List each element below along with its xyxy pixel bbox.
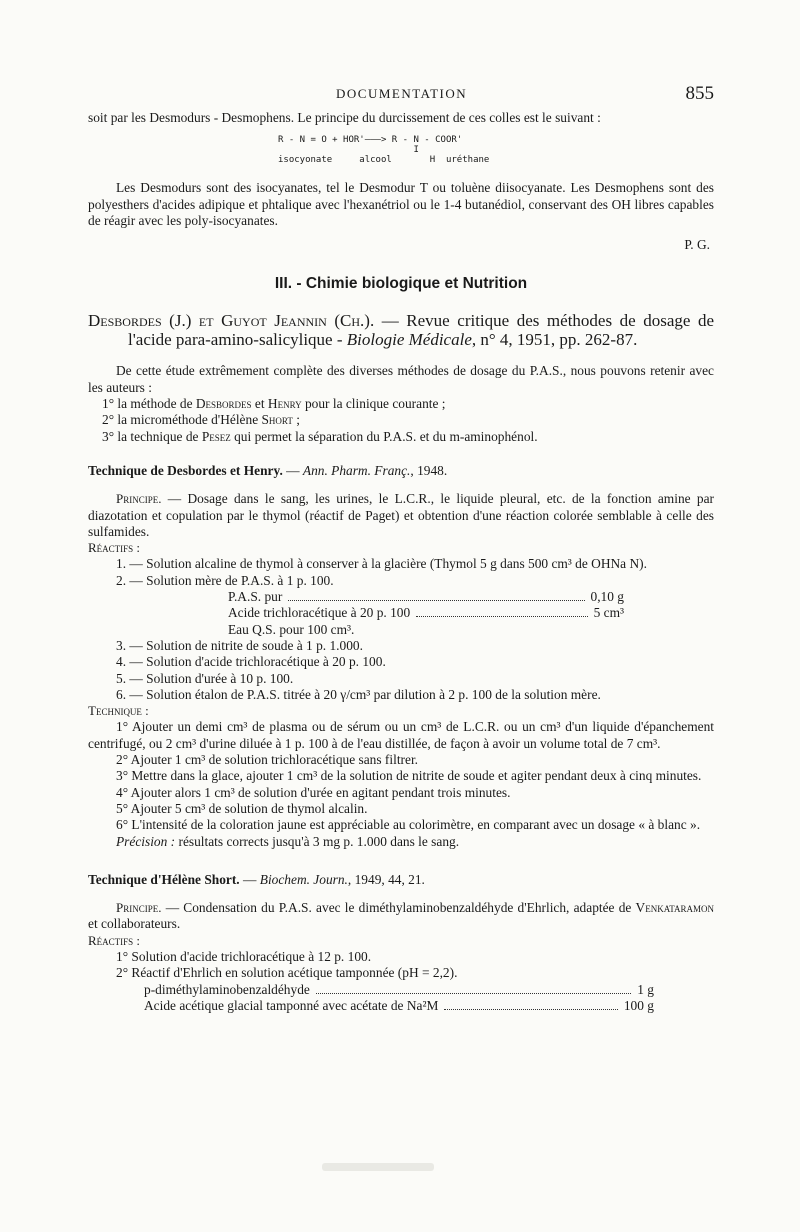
page-header <box>88 84 714 110</box>
step-item: 5° Ajouter 5 cm³ de solution de thymol alcalin. <box>116 800 368 816</box>
page-number: 855 <box>685 83 714 104</box>
document-page <box>88 84 714 1014</box>
intro-line: soit par les Desmodurs - Desmophens. Le principe du durcissement de ces colles est le suivant : <box>88 110 601 125</box>
technique-1-principe: Principe. — Dosage dans le sang, les urines, le L.C.R., le liquide pleural, etc. de la fonction amine par diazotation et copulation par le thymol (réactif de Paget) et obtention d'une réaction colorée semblable à celle des sulfamides. <box>88 491 714 539</box>
technique-2-reagents <box>88 949 714 1014</box>
technique-1-reactifs-label: Réactifs : <box>88 540 141 556</box>
step-item: 3° Mettre dans la glace, ajouter 1 cm³ de la solution de nitrite de soude et agiter pendant deux à cinq minutes. <box>116 768 702 784</box>
reference-details: , n° 4, 1951, pp. 262-87. <box>471 330 638 350</box>
technique-2-reactifs-label: Réactifs : <box>88 932 141 948</box>
step-item: 1° Ajouter un demi cm³ de plasma ou de sérum ou un cm³ de L.C.R. ou un cm³ d'un liquide d'épanchement centrifugé, ou 2 cm³ d'urine diluée à 1 p. 100 à de l'eau distillée, de façon à avoir un volume total de 7 cm³. <box>88 719 714 751</box>
method-item: 1° la méthode de Desbordes et Henry pour la clinique courante ; <box>102 396 446 412</box>
reagent-component: p-diméthylaminobenzaldéhyde 1 g <box>144 981 654 997</box>
technique-1-steps <box>88 719 714 849</box>
formula-labels: isocyonate alcool H uréthane <box>278 155 490 166</box>
reagent-item: 2. — Solution mère de P.A.S. à 1 p. 100. <box>116 572 334 588</box>
bleed-through-smudge <box>322 1163 434 1171</box>
reference-authors: Desbordes (J.) et Guyot Jeannin (Ch.). <box>88 311 375 331</box>
methods-list <box>88 396 714 445</box>
technique-1-technique-label: Technique : <box>88 703 149 719</box>
section-heading: III. - Chimie biologique et Nutrition <box>274 275 528 293</box>
reagent-item: 1° Solution d'acide trichloracétique à 12 p. 100. <box>116 948 372 964</box>
method-item: 2° la microméthode d'Hélène Short ; <box>102 412 300 428</box>
reagent-component: Acide acétique glacial tamponné avec acétate de Na²M 100 g <box>144 997 654 1013</box>
method-item: 3° la technique de Pesez qui permet la séparation du P.A.S. et du m-aminophénol. <box>102 428 538 444</box>
technique-2-heading: Technique d'Hélène Short. — Biochem. Journ., 1949, 44, 21. <box>88 871 425 887</box>
reference-journal: Biologie Médicale <box>346 330 472 350</box>
technique-1-reagents <box>88 556 714 703</box>
formula-equation: R - N = O + HOR'———> R - N - COOR' <box>278 135 463 146</box>
technique-1-heading: Technique de Desbordes et Henry. — Ann. Pharm. Franç., 1948. <box>88 462 448 478</box>
step-item: 6° L'intensité de la coloration jaune est appréciable au colorimètre, en comparant avec un dosage « à blanc ». <box>116 817 701 833</box>
reagent-component: P.A.S. pur 0,10 g <box>228 589 624 605</box>
reaction-formula <box>278 134 714 166</box>
reagent-item: 3. — Solution de nitrite de soude à 1 p. 1.000. <box>116 637 363 653</box>
technique-2-principe: Principe. — Condensation du P.A.S. avec le diméthylaminobenzaldéhyde d'Ehrlich, adaptée de Venkataramon et collaborateurs. <box>88 900 714 932</box>
reagent-item: 5. — Solution d'urée à 10 p. 100. <box>116 670 294 686</box>
reference-title: — Revue critique des méthodes de dosage de l'acide para-amino-salicylique - <box>128 311 714 350</box>
desmodurs-paragraph: Les Desmodurs sont des isocyanates, tel le Desmodur T ou toluène diisocyanate. Les Desmophens sont des polyesthers d'acides adipique et phtalique avec l'hexanétriol ou le 1-4 butanédiol, conservant des OH libres capables de réagir avec les poly-isocyanates. <box>88 180 714 228</box>
summary-intro: De cette étude extrêmement complète des diverses méthodes de dosage du P.A.S., nous pouvons retenir avec les auteurs : <box>88 363 714 395</box>
reagent-item: 2° Réactif d'Ehrlich en solution acétique tamponnée (pH = 2,2). <box>116 965 458 981</box>
bibliographic-reference <box>88 311 714 349</box>
step-item: 2° Ajouter 1 cm³ de solution trichloracétique sans filtrer. <box>116 752 419 768</box>
precision-line: Précision : résultats corrects jusqu'à 3 mg p. 1.000 dans le sang. <box>116 833 460 849</box>
formula-bond: I <box>278 145 419 156</box>
reagent-component: Acide trichloracétique à 20 p. 100 5 cm³ <box>228 605 624 621</box>
reagent-component: Eau Q.S. pour 100 cm³. <box>228 621 355 637</box>
reagent-item: 1. — Solution alcaline de thymol à conserver à la glacière (Thymol 5 g dans 500 cm³ de OHNa N). <box>116 556 647 572</box>
reagent-item: 4. — Solution d'acide trichloracétique à 20 p. 100. <box>116 654 386 670</box>
running-title: DOCUMENTATION <box>336 86 468 101</box>
reagent-item: 6. — Solution étalon de P.A.S. titrée à 20 γ/cm³ par dilution à 2 p. 100 de la solution mère. <box>116 686 601 702</box>
author-initials: P. G. <box>684 237 710 253</box>
step-item: 4° Ajouter alors 1 cm³ de solution d'urée en agitant pendant trois minutes. <box>116 784 511 800</box>
